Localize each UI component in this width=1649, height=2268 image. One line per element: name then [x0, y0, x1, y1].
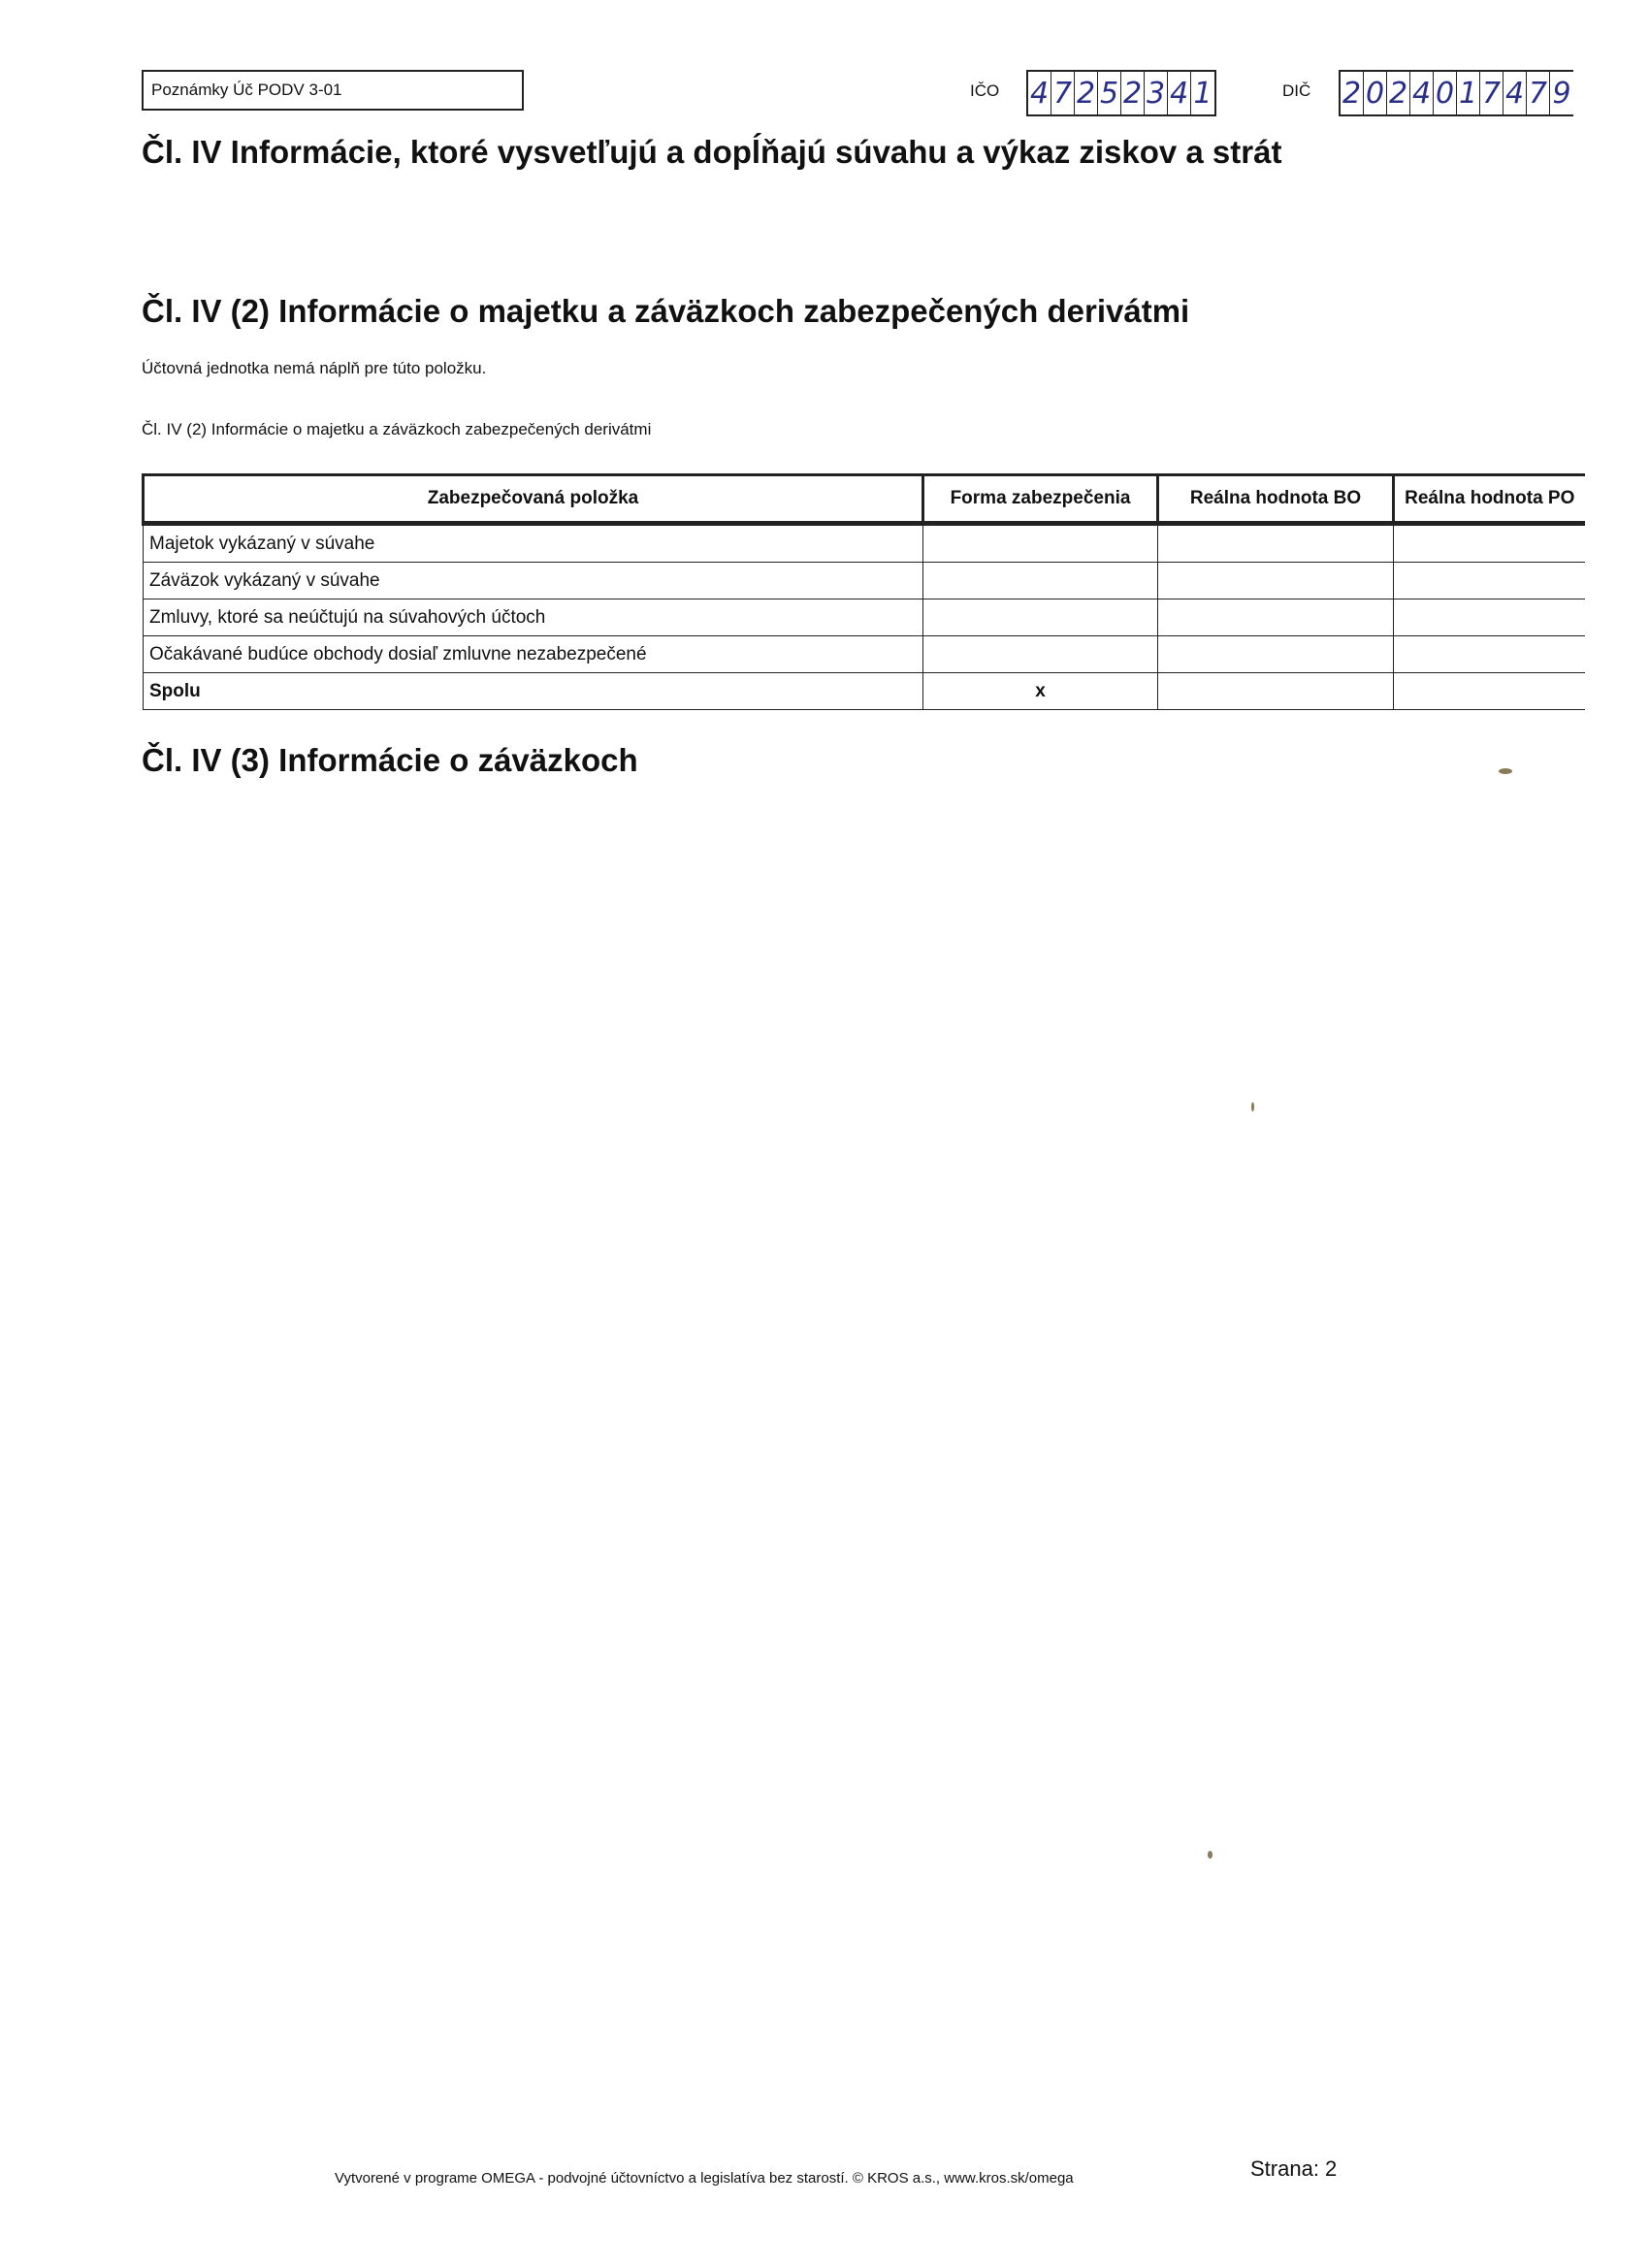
- table-header-row: [144, 475, 1585, 524]
- column-header: Zabezpečovaná položka: [144, 475, 923, 524]
- ico-digit: 4: [1028, 72, 1051, 114]
- dic-digit: 0: [1364, 72, 1387, 114]
- column-header: Reálna hodnota BO: [1158, 475, 1394, 524]
- table-total-row: [144, 673, 1585, 710]
- table-cell: [1394, 636, 1585, 673]
- table-cell: Záväzok vykázaný v súvahe: [144, 563, 923, 599]
- dic-digit: 7: [1527, 72, 1550, 114]
- ico-label: IČO: [970, 81, 1000, 100]
- table-row: [144, 636, 1585, 673]
- table-cell: Majetok vykázaný v súvahe: [144, 524, 923, 563]
- dic-digit: 1: [1457, 72, 1480, 114]
- table-cell: [1158, 636, 1394, 673]
- table-cell: Spolu: [144, 673, 923, 710]
- section-iv-title: Čl. IV Informácie, ktoré vysvetľujú a dopĺňajú súvahu a výkaz ziskov a strát: [142, 134, 1282, 170]
- table-cell: [1158, 673, 1394, 710]
- form-code-box: [142, 70, 524, 111]
- table-cell: [1394, 599, 1585, 636]
- section-iv-3-title: Čl. IV (3) Informácie o záväzkoch: [142, 742, 638, 778]
- dic-digit: 2: [1341, 72, 1364, 114]
- section-iv-2-note: Účtovná jednotka nemá náplň pre túto položku.: [142, 359, 487, 377]
- dic-digit: 7: [1480, 72, 1504, 114]
- ico-digit: 4: [1168, 72, 1191, 114]
- ico-digit: 2: [1121, 72, 1145, 114]
- dic-digit: 4: [1504, 72, 1527, 114]
- derivatives-table: [142, 473, 1585, 710]
- table-cell: Zmluvy, ktoré sa neúčtujú na súvahových účtoch: [144, 599, 923, 636]
- table-row: [144, 599, 1585, 636]
- ico-digit: 7: [1051, 72, 1075, 114]
- dic-digit: 0: [1434, 72, 1457, 114]
- scan-speck: [1499, 768, 1512, 774]
- page-number: Strana: 2: [1250, 2156, 1338, 2181]
- table-cell: [923, 636, 1158, 673]
- table-cell: [1158, 563, 1394, 599]
- ico-digit: 1: [1193, 77, 1212, 111]
- table-cell: [1394, 563, 1585, 599]
- scan-speck: [1208, 1851, 1212, 1859]
- column-header: Forma zabezpečenia: [923, 475, 1158, 524]
- table-cell: [1394, 524, 1585, 563]
- dic-label: DIČ: [1282, 81, 1311, 100]
- table-cell: [1158, 524, 1394, 563]
- ico-digit: 2: [1075, 72, 1098, 114]
- table-caption: Čl. IV (2) Informácie o majetku a záväzkoch zabezpečených derivátmi: [142, 420, 652, 438]
- scan-speck: [1251, 1102, 1254, 1112]
- table-cell: x: [923, 673, 1158, 710]
- table-cell: [923, 599, 1158, 636]
- column-header: Reálna hodnota PO: [1394, 475, 1585, 524]
- dic-digit: 2: [1387, 72, 1410, 114]
- ico-digit: 5: [1098, 72, 1121, 114]
- form-code: Poznámky Úč PODV 3-01: [151, 81, 342, 99]
- ico-digit-box: [1026, 70, 1216, 116]
- table-cell: [1394, 673, 1585, 710]
- table-cell: [923, 563, 1158, 599]
- footer-created-by: Vytvorené v programe OMEGA - podvojné účtovníctvo a legislatíva bez starostí. © KROS a.s., www.kros.sk/omega: [335, 2170, 1074, 2187]
- ico-digit: 3: [1145, 72, 1168, 114]
- dic-digit-box: [1339, 70, 1573, 116]
- dic-digit: 9: [1552, 77, 1571, 111]
- table-cell: Očakávané budúce obchody dosiaľ zmluvne nezabezpečené: [144, 636, 923, 673]
- table-row: [144, 563, 1585, 599]
- section-iv-2-title: Čl. IV (2) Informácie o majetku a záväzkoch zabezpečených derivátmi: [142, 293, 1190, 329]
- table-cell: [1158, 599, 1394, 636]
- table-cell: [923, 524, 1158, 563]
- table-row: [144, 524, 1585, 563]
- dic-digit: 4: [1410, 72, 1434, 114]
